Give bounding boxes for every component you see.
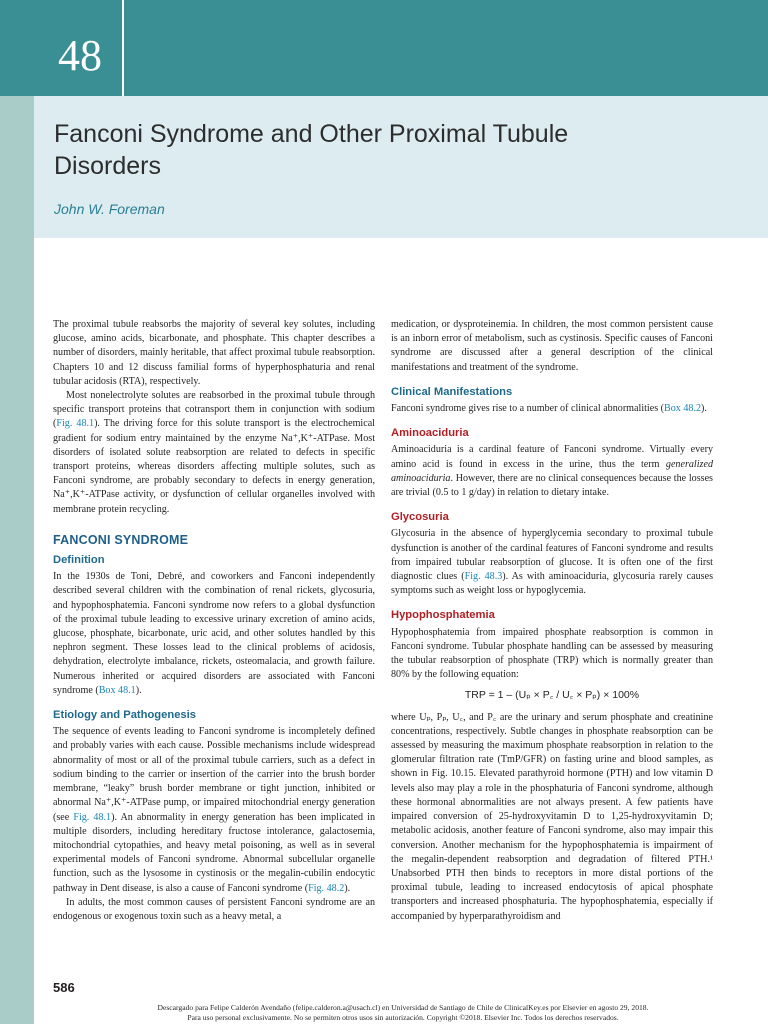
paragraph: Fanconi syndrome gives rise to a number of clinical abnormalities (Box 48.2). <box>391 403 707 415</box>
download-footer <box>53 1003 753 1023</box>
chapter-title: Fanconi Syndrome and Other Proximal Tubule Disorders <box>54 120 569 180</box>
subsubsection-heading: Glycosuria <box>391 511 449 524</box>
trp-equation: TRP = 1 – (Uₚ × P꜀ / U꜀ × Pₚ) × 100% <box>464 689 640 702</box>
left-column <box>53 318 375 924</box>
chapter-number: 48 <box>58 31 102 80</box>
left-accent-strip <box>0 0 34 1024</box>
paragraph: Glycosuria in the absence of hyperglycemia secondary to proximal tubule dysfunction is another of the cardinal features of Fanconi syndrome and results from impaired tubular reabsorption of glucose. It is often one of the first diagnostic clues (Fig. 48.3). As with aminoaciduria, glycosuria rarely causes symptoms such as weight loss or hypoglycemia. <box>391 528 713 597</box>
chapter-author: John W. Foreman <box>54 201 165 217</box>
paragraph: Aminoaciduria is a cardinal feature of Fanconi syndrome. Virtually every amino acid is found in excess in the urine, thus the term generalized aminoaciduria. However, there are no clinical consequences because the losses are trivial (0.5 to 1 g/day) in relation to dietary intake. <box>391 444 713 499</box>
section-heading: FANCONI SYNDROME <box>53 532 189 547</box>
figure-link[interactable]: Fig. 48.1 <box>73 811 112 823</box>
page-number: 586 <box>53 980 75 995</box>
paragraph: where Uₚ, Pₚ, U꜀, and P꜀ are the urinary and serum phosphate and creatinine concentrations, respectively. Subtle changes in phosphate reabsorption can be assessed by measuring the maximum phosphate reabsorption in relation to the glomerular filtration rate (TmP/GFR) on fasting urine and blood samples, as shown in Fig. 10.15. Elevated parathyroid hormone (PTH) and low vitamin D levels also may play a role in the phosphaturia of Fanconi syndrome, although these hormonal abnormalities are not always present. A few patients have impaired conversion of 25-hydroxyvitamin D to 1,25-hydroxyvitamin D; metabolic acidosis, another feature of Fanconi syndrome, also may impair this conversion. Another mechanism for the hypophosphatemia is impairment of the megalin-dependent reabsorption and degradation of filtered PTH.¹ Unabsorbed PTH then binds to receptors in more distal portions of the proximal tubule, leading to increased endocytosis of apical phosphate transporters and increased phosphaturia. The hypophosphatemia, especially if accompanied by hyperparathyroidism and <box>391 711 713 922</box>
subsubsection-heading: Aminoaciduria <box>391 427 469 440</box>
box-link[interactable]: Box 48.2 <box>664 403 702 415</box>
footer-line: Para uso personal exclusivamente. No se permiten otros usos sin autorización. Copyright ©2018. Elsevier Inc. Todos los derechos reservados. <box>187 1013 619 1022</box>
paragraph: Hypophosphatemia from impaired phosphate reabsorption is common in Fanconi syndrome. Tubular phosphate handling can be assessed by measuring the tubular reabsorption of phosphate (TRP) which is normally greater than 80% by the following equation: <box>391 626 713 681</box>
paragraph: The proximal tubule reabsorbs the majority of several key solutes, including glucose, amino acids, bicarbonate, and phosphate. This chapter describes a number of disorders, mainly heritable, that affect proximal tubule reabsorption. Chapters 10 and 12 discuss familial forms of hyperphosphaturia and renal tubular acidosis (RTA), respectively. <box>53 319 375 387</box>
subsection-heading: Definition <box>53 554 105 567</box>
paragraph: The sequence of events leading to Fanconi syndrome is incompletely defined and probably varies with each cause. Possible mechanisms include widespread abnormality of most or all of the proximal tubule carriers, such as a defect in sodium binding to the carrier or insertion of the carrier into the brush border membrane, “leaky” brush border membrane or tight junction, inhibited or abnormal Na⁺,K⁺-ATPase pump, or impaired mitochondrial energy generation (see Fig. 48.1). An abnormality in energy generation has been implicated in multiple disorders, including hereditary fructose intolerance, galactosemia, mitochondrial cytopathies, and heavy metal poisoning, as well as in several experimental models of Fanconi syndrome. Abnormal subcellular organelle function, such as the lysosome in cystinosis or the megalin-cubilin endocytic pathway in Dent disease, is also a cause of Fanconi syndrome (Fig. 48.2). <box>53 726 375 894</box>
right-column <box>391 318 713 924</box>
paragraph: Most nonelectrolyte solutes are reabsorbed in the proximal tubule through specific transport proteins that cotransport them in conjunction with sodium (Fig. 48.1). The driving force for this solute transport is the electrochemical gradient for sodium entry maintained by the enzyme Na⁺,K⁺-ATPase. Most disorders of isolated solute reabsorption are related to defects in specific transport proteins, whereas disorders affecting multiple solutes, such as Fanconi syndrome, are probably secondary to defects in energy generation, Na⁺,K⁺-ATPase activity, or dysfunction of cellular organelles involved with membrane protein recycling. <box>53 390 375 515</box>
subsection-heading: Clinical Manifestations <box>391 385 513 398</box>
subsection-heading: Etiology and Pathogenesis <box>53 709 196 722</box>
figure-link[interactable]: Fig. 48.1 <box>56 418 95 430</box>
box-link[interactable]: Box 48.1 <box>98 684 136 696</box>
paragraph: medication, or dysproteinemia. In children, the most common persistent cause is an inborn error of metabolism, such as cystinosis. Specific causes of Fanconi syndrome are discussed after a general description of the clinical manifestations and treatment of the syndrome. <box>391 319 713 373</box>
figure-link[interactable]: Fig. 48.3 <box>464 571 503 583</box>
footer-line: Descargado para Felipe Calderón Avendaño (felipe.calderon.a@usach.cl) en Universidad de Santiago de Chile de ClinicalKey.es por Elsevier en agosto 29, 2018. <box>157 1003 649 1012</box>
subsubsection-heading: Hypophosphatemia <box>391 609 495 622</box>
emphasis: generalized aminoaciduria <box>391 458 713 484</box>
figure-link[interactable]: Fig. 48.2 <box>308 882 345 894</box>
paragraph: In adults, the most common causes of persistent Fanconi syndrome are an endogenous or exogenous toxin such as a heavy metal, a <box>53 896 375 922</box>
paragraph: In the 1930s de Toni, Debré, and coworkers and Fanconi independently described several children with the combination of renal rickets, glycosuria, and hypophosphatemia. Fanconi syndrome now refers to a global dysfunction of the proximal tubule leading to excessive urinary excretion of amino acids, glucose, phosphate, bicarbonate, uric acid, and other solutes handled by this nephron segment. These losses lead to the clinical problems of acidosis, dehydration, electrolyte imbalance, rickets, osteomalacia, and growth failure. Numerous inherited or acquired disorders are associated with Fanconi syndrome (Box 48.1). <box>53 571 375 696</box>
